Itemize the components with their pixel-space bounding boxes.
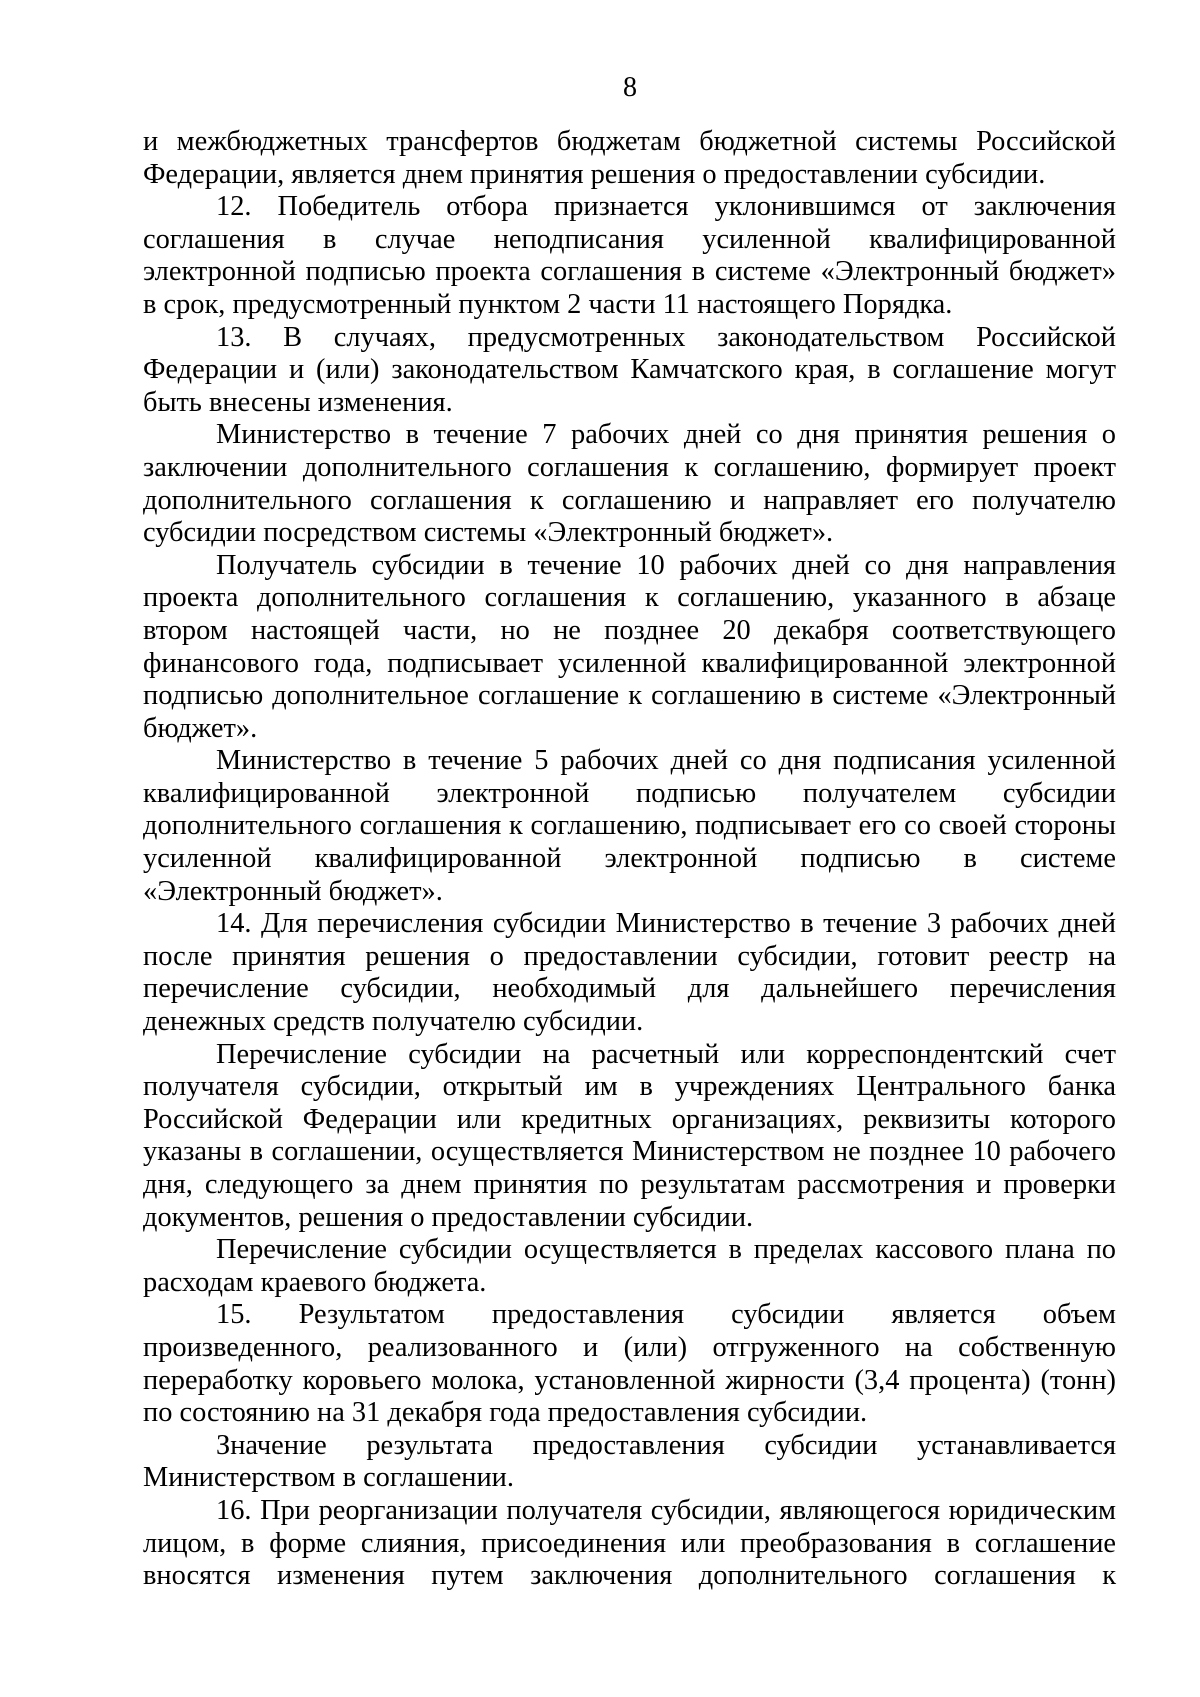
paragraph-agreement-draft: Министерство в течение 7 рабочих дней со дня принятия решения о заключении дополнительного соглашения к соглашению, формирует проект дополнительного соглашения к соглашению и направляет его получателю субсидии посредством системы «Электронный бюджет». [143,419,1116,549]
paragraph-item-12: 12. Победитель отбора признается уклонившимся от заключения соглашения в случае неподписания усиленной квалифицированной электронной подписью проекта соглашения в системе «Электронный бюджет» в срок, предусмотренный пунктом 2 части 11 настоящего Порядка. [143,191,1116,320]
paragraph-ministry-signing: Министерство в течение 5 рабочих дней со дня подписания усиленной квалифицированной электронной подписью получателем субсидии дополнительного соглашения к соглашению, подписывает его со своей стороны усиленной квалифицированной электронной подписью в системе «Электронный бюджет». [143,745,1116,907]
paragraph-item-16: 16. При реорганизации получателя субсидии, являющегося юридическим лицом, в форме слияния, присоединения или преобразования в соглашение вносятся изменения путем заключения дополнительного соглашения к [143,1494,1116,1592]
paragraph-recipient-signing: Получатель субсидии в течение 10 рабочих дней со дня направления проекта дополнительного соглашения к соглашению, указанного в абзаце втором настоящей части, но не позднее 20 декабря соответствующего финансового года, подписывает усиленной квалифицированной электронной подписью дополнительное соглашение к соглашению в системе «Электронный бюджет». [143,549,1116,744]
paragraph-transfer-account: Перечисление субсидии на расчетный или корреспондентский счет получателя субсидии, открытый им в учреждениях Центрального банка Российской Федерации или кредитных организациях, реквизиты которого указаны в соглашении, осуществляется Министерством не позднее 10 рабочего дня, следующего за днем принятия по результатам рассмотрения и проверки документов, решения о предоставлении субсидии. [143,1038,1116,1233]
paragraph-item-15: 15. Результатом предоставления субсидии является объем произведенного, реализованного и (или) отгруженного на собственную переработку коровьего молока, установленной жирности (3,4 процента) (тонн) по состоянию на 31 декабря года предоставления субсидии. [143,1299,1116,1429]
paragraph-item-13: 13. В случаях, предусмотренных законодательством Российской Федерации и (или) законодательством Камчатского края, в соглашение могут быть внесены изменения. [143,321,1116,418]
paragraph-continuation: и межбюджетных трансфертов бюджетам бюджетной системы Российской Федерации, является днем принятия решения о предоставлении субсидии. [143,126,1116,190]
paragraph-result-value: Значение результата предоставления субсидии устанавливается Министерством в соглашении. [143,1429,1116,1494]
paragraph-cash-plan: Перечисление субсидии осуществляется в пределах кассового плана по расходам краевого бюджета. [143,1234,1116,1298]
document-body [143,126,1116,1593]
paragraph-item-14: 14. Для перечисления субсидии Министерство в течение 3 рабочих дней после принятия решения о предоставлении субсидии, готовит реестр на перечисление субсидии, необходимый для дальнейшего перечисления денежных средств получателю субсидии. [143,908,1116,1038]
page-number: 8 [623,72,637,103]
